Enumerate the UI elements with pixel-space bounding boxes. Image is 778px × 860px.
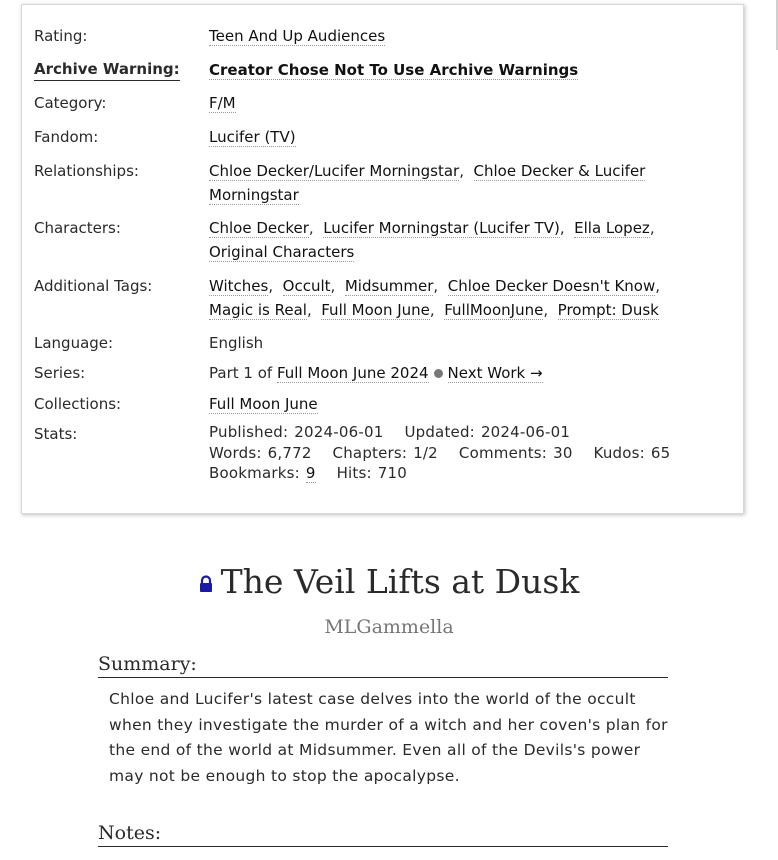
chapter-count: 1/2 xyxy=(413,443,438,462)
freeform-tag[interactable]: Prompt: Dusk xyxy=(557,301,659,319)
stats-label: Stats: xyxy=(34,425,78,443)
rating-tag[interactable]: Teen And Up Audiences xyxy=(209,27,386,45)
additional-tags-label: Additional Tags: xyxy=(34,277,153,295)
author-link[interactable]: MLGammella xyxy=(324,616,454,638)
updated-date: 2024-06-01 xyxy=(480,423,571,441)
rating-label: Rating: xyxy=(34,27,88,45)
language-value: English xyxy=(209,334,264,352)
language-label: Language: xyxy=(34,334,114,352)
work-title xyxy=(0,562,778,601)
freeform-tag[interactable]: Witches xyxy=(209,277,269,295)
word-count: 6,772 xyxy=(267,443,312,462)
character-tag[interactable]: Chloe Decker xyxy=(209,219,309,237)
category-tag[interactable]: F/M xyxy=(209,94,236,112)
warning-label[interactable]: Archive Warning: xyxy=(34,58,180,81)
collection-link[interactable]: Full Moon June xyxy=(209,395,318,413)
collections-label: Collections: xyxy=(34,395,122,413)
freeform-tag[interactable]: Full Moon June xyxy=(321,301,430,319)
published-date: 2024-06-01 xyxy=(294,423,384,441)
warning-tag[interactable]: Creator Chose Not To Use Archive Warnings xyxy=(209,61,579,79)
summary-heading: Summary: xyxy=(98,652,668,678)
hit-count: 710 xyxy=(377,464,408,482)
character-tag[interactable]: Original Characters xyxy=(209,243,355,261)
relationships-label: Relationships: xyxy=(34,162,139,180)
notes-heading: Notes: xyxy=(98,821,668,847)
fandom-label: Fandom: xyxy=(34,128,99,146)
freeform-tag[interactable]: Midsummer xyxy=(344,277,434,295)
stats-values: Published: 2024-06-01 Updated: 2024-06-01 Words: 6,772 Chapters: 1/2 Comments: 30 Kudos: 65 Bookmarks: 9 Hits: 710 xyxy=(209,423,671,482)
next-work-link[interactable]: Next Work → xyxy=(447,364,543,382)
work-meta-box: Rating: Teen And Up Audiences Archive Warning: Creator Chose Not To Use Archive Warnings Category: F/M Fandom: Lucifer (TV) Relationships: Chloe Decker/Lucifer Morningstar, Chloe Decker & Lucifer Morningstar Characters: Chloe Decker, Lucifer Morningstar (Lucifer TV), Ella Lopez, Original Characters Additional Tags: Witches, Occult, Midsummer, Chloe Decker Doesn't Know, Magic is Real, Full Moon June, FullMoonJune, Prompt: Dusk Language: English Series: Part 1 of Full Moon June 2024 Next Work → Collections: Full Moon June Stats: Published: 2024-06-01 Updated: 2024-06-01 Words: 6,772 Chapters: 1/2 Comments: 30 Kudos: 65 Bookmarks: 9 Hits: 710 xyxy=(21,4,744,514)
series-link[interactable]: Full Moon June 2024 xyxy=(276,364,429,382)
summary-text: Chloe and Lucifer's latest case delves into the world of the occult when they investigate the murder of a witch and her coven's plan for the end of the world at Midsummer. Even all of the Devils's power may not be enough to stop the apocalypse. xyxy=(109,690,668,785)
characters-label: Characters: xyxy=(34,219,121,237)
lock-icon xyxy=(199,562,213,601)
relationship-tag[interactable]: Chloe Decker & Lucifer Morningstar xyxy=(209,162,646,204)
series-label: Series: xyxy=(34,364,86,382)
fandom-tag[interactable]: Lucifer (TV) xyxy=(209,128,296,146)
relationship-tag[interactable]: Chloe Decker/Lucifer Morningstar xyxy=(209,162,460,180)
freeform-tag[interactable]: Occult xyxy=(282,277,331,295)
freeform-tag[interactable]: Magic is Real xyxy=(209,301,307,319)
work-title-text: The Veil Lifts at Dusk xyxy=(220,562,580,601)
character-tag[interactable]: Lucifer Morningstar (Lucifer TV) xyxy=(323,219,560,237)
character-tag[interactable]: Ella Lopez xyxy=(574,219,650,237)
divider-dot xyxy=(434,369,443,378)
freeform-tag[interactable]: FullMoonJune xyxy=(444,301,544,319)
series-position: Part 1 of xyxy=(209,364,273,382)
category-label: Category: xyxy=(34,94,107,112)
freeform-tag[interactable]: Chloe Decker Doesn't Know xyxy=(447,277,656,295)
bookmarks-link[interactable]: 9 xyxy=(305,464,316,482)
kudos-count: 65 xyxy=(650,443,671,462)
comment-count: 30 xyxy=(553,443,573,462)
